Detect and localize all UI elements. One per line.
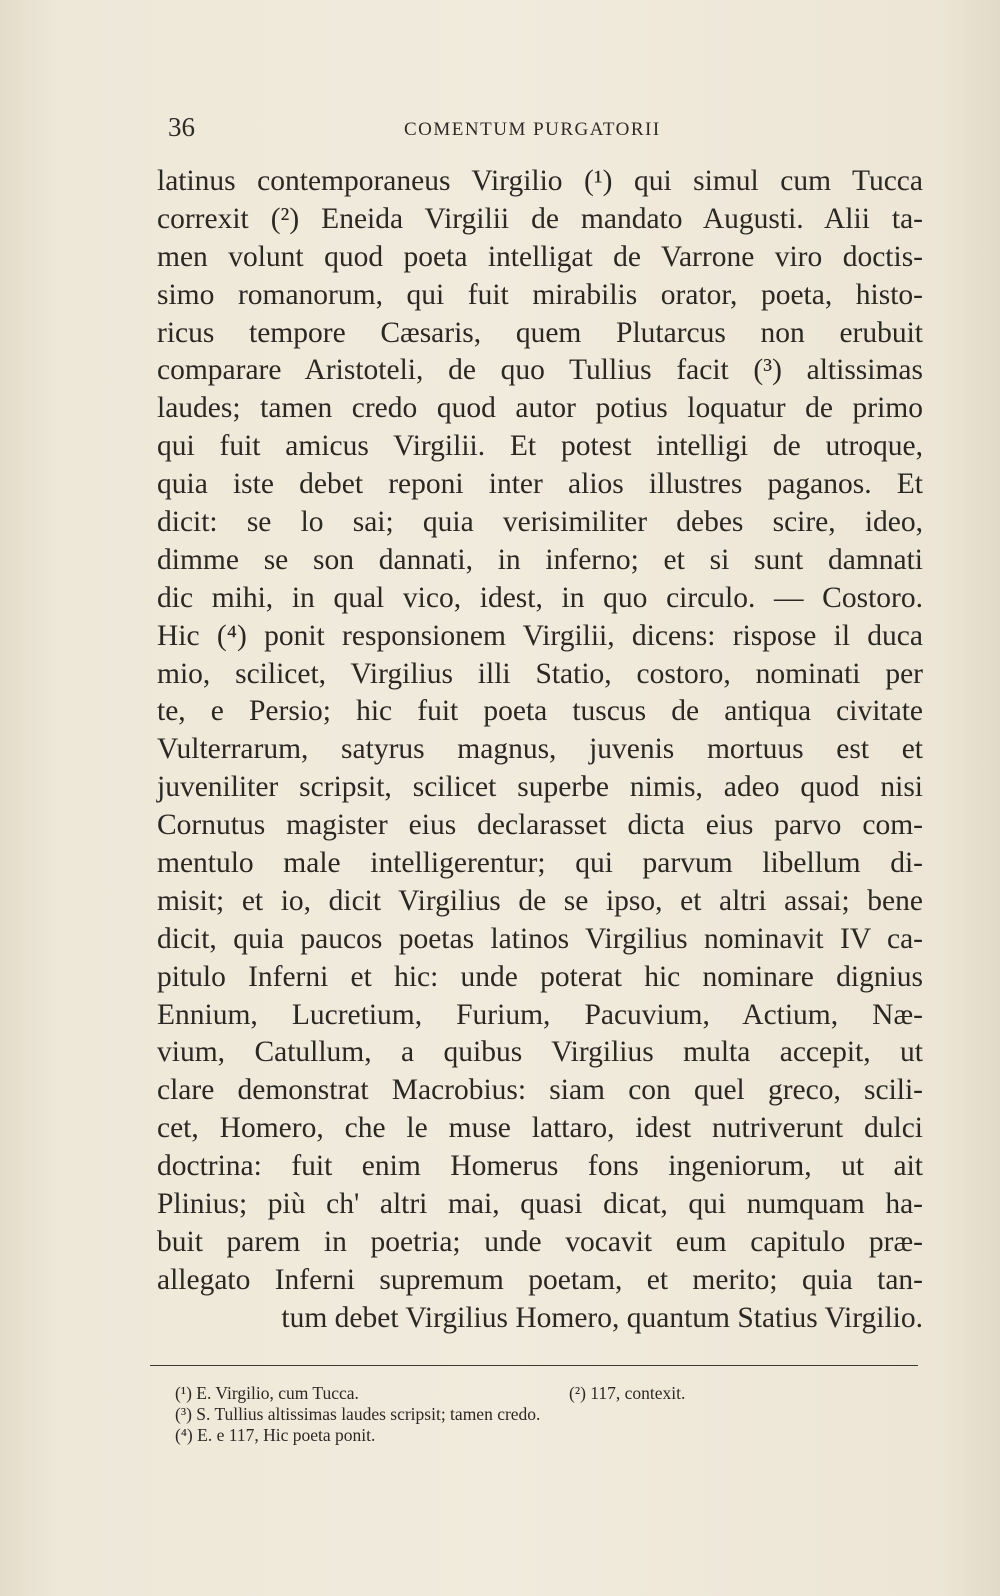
text-line: pitulo Inferni et hic: unde poterat hic nominare dignius [157, 960, 923, 993]
text-line: latinus contemporaneus Virgilio (¹) qui simul cum Tucca [157, 165, 923, 197]
page-number: 36 [168, 112, 195, 142]
text-line: comparare Aristoteli, de quo Tullius facit (³) altissimas [157, 354, 923, 387]
text-line: Ennium, Lucretium, Furium, Pacuvium, Actium, Næ- [157, 998, 923, 1031]
text-line: te, e Persio; hic fuit poeta tuscus de antiqua civitate [157, 695, 923, 728]
text-line: dicit, quia paucos poetas latinos Virgilius nominavit IV ca- [157, 922, 923, 955]
running-head: COMENTUM PURGATORII [404, 119, 661, 140]
text-line: laudes; tamen credo quod autor potius loquatur de primo [157, 392, 923, 425]
text-line: cet, Homero, che le muse lattaro, idest nutriverunt dulci [157, 1112, 923, 1145]
text-line: Hic (⁴) ponit responsionem Virgilii, dicens: rispose il duca [157, 619, 923, 652]
footnote-divider [150, 1365, 918, 1366]
text-line: qui fuit amicus Virgilii. Et potest intelligi de utroque, [157, 430, 923, 463]
text-line: dicit: se lo sai; quia verisimiliter debes scire, ideo, [157, 506, 923, 539]
text-line: tum debet Virgilius Homero, quantum Statius Virgilio. [281, 1301, 923, 1334]
text-line: allegato Inferni supremum poetam, et merito; quia tan- [157, 1263, 923, 1296]
page-header [168, 112, 904, 152]
text-line: juveniliter scripsit, scilicet superbe nimis, adeo quod nisi [157, 771, 923, 804]
text-line: dic mihi, in qual vico, idest, in quo circulo. — Costoro. [157, 581, 923, 614]
text-line: quia iste debet reponi inter alios illustres paganos. Et [157, 468, 923, 501]
text-line: correxit (²) Eneida Virgilii de mandato Augusti. Alii ta- [157, 202, 923, 235]
text-line: doctrina: fuit enim Homerus fons ingeniorum, ut ait [157, 1150, 923, 1183]
body-text [157, 163, 923, 1338]
text-line: simo romanorum, qui fuit mirabilis orator, poeta, histo- [157, 278, 923, 311]
footnote-3: (³) S. Tullius altissimas laudes scripsit; tamen credo. [175, 1404, 541, 1424]
text-line: vium, Catullum, a quibus Virgilius multa accepit, ut [157, 1036, 923, 1069]
footnote-1: (¹) E. Virgilio, cum Tucca. [175, 1383, 359, 1403]
footnote-row [175, 1383, 755, 1404]
footnote-2: (²) 117, contexit. [569, 1383, 686, 1403]
text-line: men volunt quod poeta intelligat de Varrone viro doctis- [157, 240, 923, 273]
text-line: buit parem in poetria; unde vocavit eum capitulo præ- [157, 1225, 923, 1258]
text-line: mio, scilicet, Virgilius illi Statio, costoro, nominati per [157, 657, 923, 690]
text-line: misit; et io, dicit Virgilius de se ipso, et altri assai; bene [157, 884, 923, 917]
text-line: mentulo male intelligerentur; qui parvum libellum di- [157, 847, 923, 880]
text-line: Plinius; più ch' altri mai, quasi dicat, qui numquam ha- [157, 1188, 923, 1221]
footnotes [175, 1383, 755, 1446]
text-line: dimme se son dannati, in inferno; et si sunt damnati [157, 543, 923, 576]
text-line: Vulterrarum, satyrus magnus, juvenis mortuus est et [157, 733, 923, 766]
text-line: Cornutus magister eius declarasset dicta eius parvo com- [157, 809, 923, 842]
text-line: ricus tempore Cæsaris, quem Plutarcus non erubuit [157, 316, 923, 349]
text-line: clare demonstrat Macrobius: siam con quel greco, scili- [157, 1074, 923, 1107]
footnote-4: (⁴) E. e 117, Hic poeta ponit. [175, 1425, 376, 1445]
